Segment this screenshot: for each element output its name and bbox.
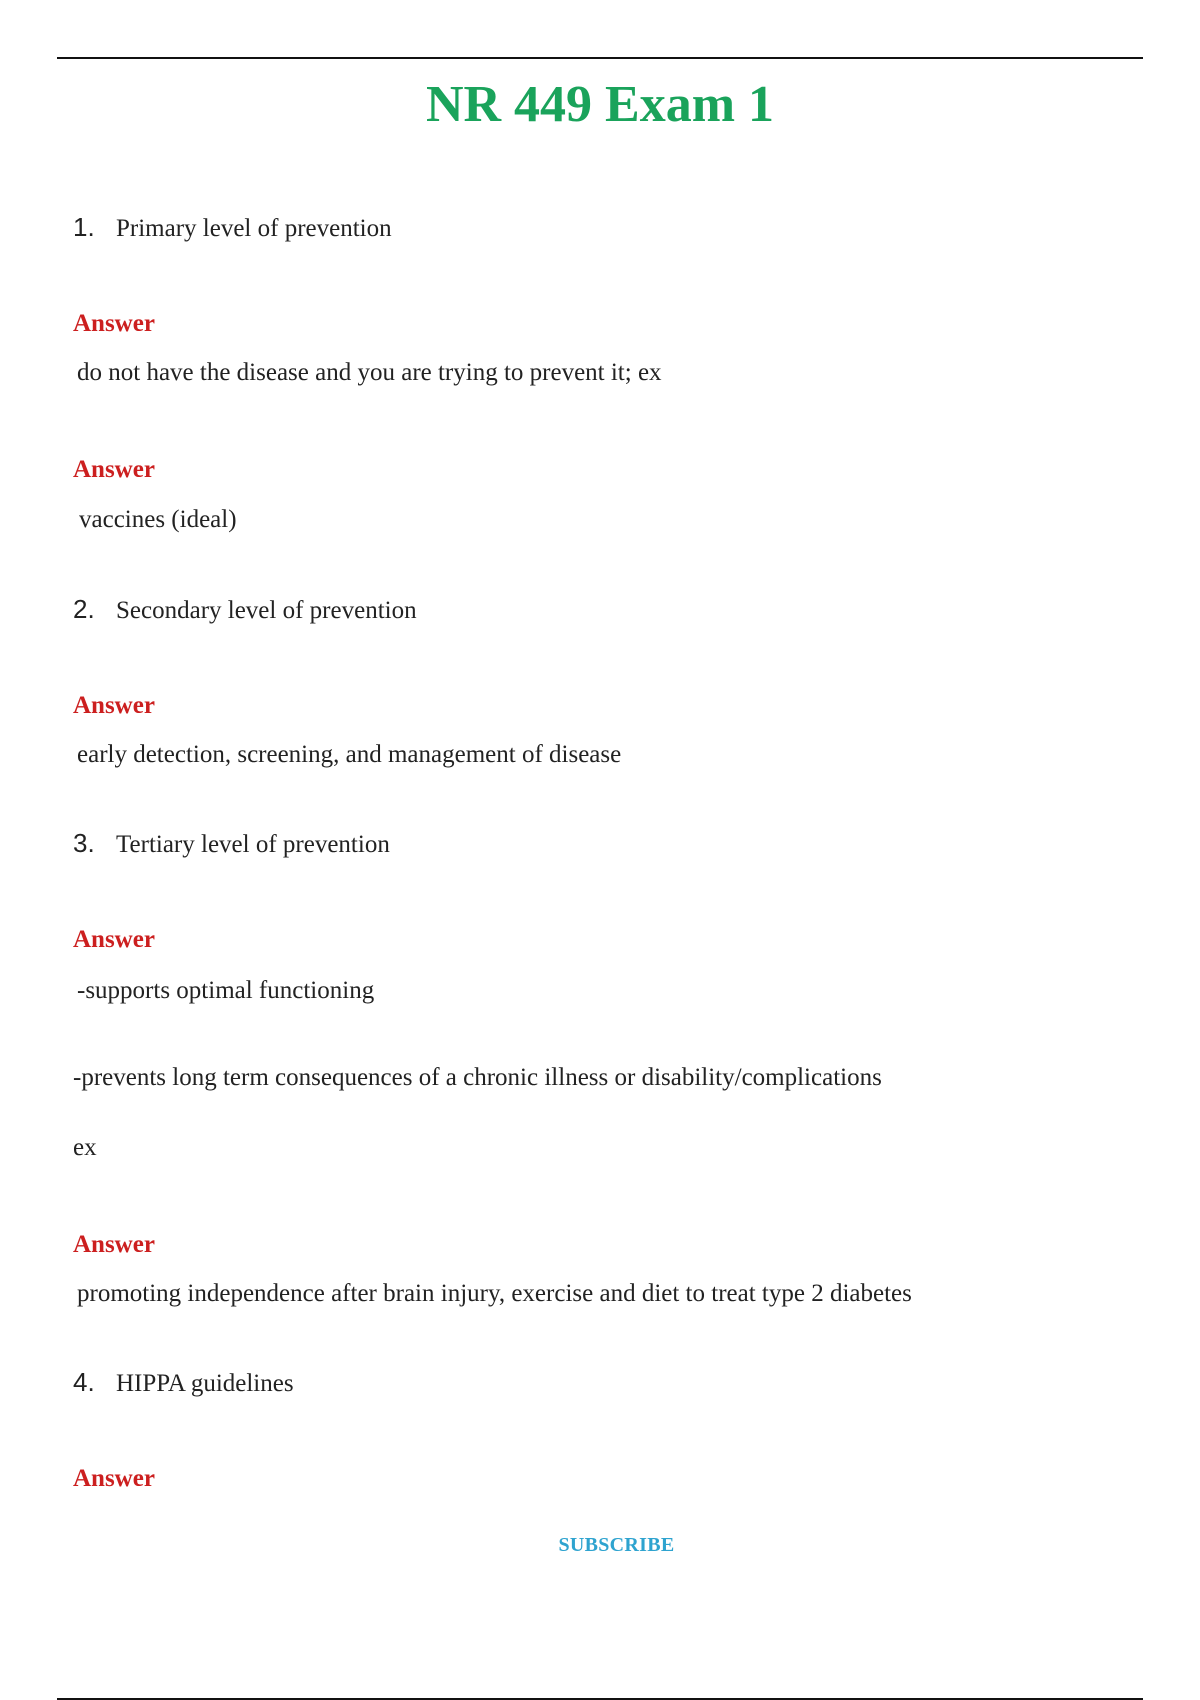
question-3-text: Tertiary level of prevention bbox=[116, 831, 390, 858]
document-title: NR 449 Exam 1 bbox=[425, 76, 775, 133]
answer-2a: early detection, screening, and management of disease bbox=[77, 741, 622, 768]
question-4 bbox=[73, 1366, 294, 1400]
top-rule bbox=[57, 57, 1143, 59]
question-1-text: Primary level of prevention bbox=[116, 215, 392, 242]
answer-1a: do not have the disease and you are trying to prevent it; ex bbox=[77, 359, 662, 386]
answer-label-4: Answer bbox=[73, 926, 155, 953]
question-4-number: 4. bbox=[73, 1367, 95, 1397]
question-1-number: 1. bbox=[73, 212, 95, 242]
answer-label-5: Answer bbox=[73, 1231, 155, 1258]
answer-3b: -prevents long term consequences of a chronic illness or disability/complications bbox=[73, 1064, 882, 1091]
question-2 bbox=[73, 593, 417, 627]
answer-label-3: Answer bbox=[73, 692, 155, 719]
subscribe-link[interactable]: SUBSCRIBE bbox=[558, 1534, 675, 1556]
question-3 bbox=[73, 827, 390, 861]
question-2-number: 2. bbox=[73, 594, 95, 624]
answer-label-1: Answer bbox=[73, 310, 155, 337]
answer-3a: -supports optimal functioning bbox=[77, 977, 375, 1004]
question-2-text: Secondary level of prevention bbox=[116, 597, 417, 624]
question-3-number: 3. bbox=[73, 828, 95, 858]
answer-label-2: Answer bbox=[73, 456, 155, 483]
answer-label-6: Answer bbox=[73, 1465, 155, 1492]
answer-1b: vaccines (ideal) bbox=[79, 506, 237, 533]
answer-3d: promoting independence after brain injury, exercise and diet to treat type 2 diabetes bbox=[77, 1280, 912, 1307]
answer-3c: ex bbox=[73, 1134, 97, 1161]
question-1 bbox=[73, 211, 392, 245]
question-4-text: HIPPA guidelines bbox=[116, 1370, 294, 1397]
